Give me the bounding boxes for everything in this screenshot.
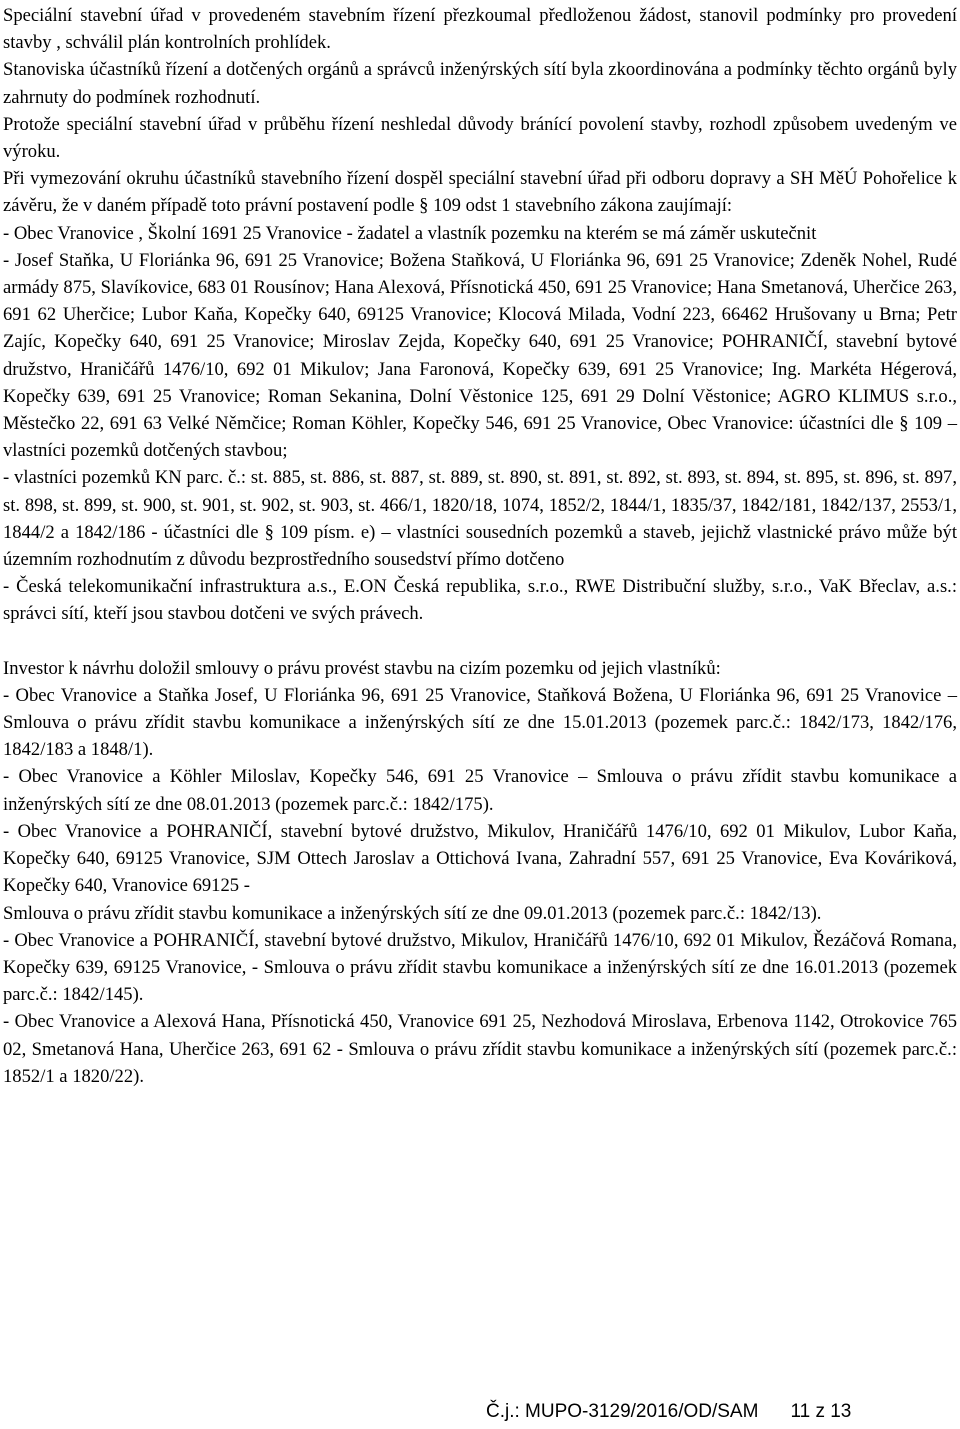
reference-number: Č.j.: MUPO-3129/2016/OD/SAM	[486, 1401, 759, 1422]
page-footer	[486, 1401, 851, 1423]
paragraph-participants-list: - Josef Staňka, U Floriánka 96, 691 25 Vranovice; Božena Staňková, U Floriánka 96, 691 25 Vranovice; Zdeněk Nohel, Rudé armády 875, Slavíkovice, 683 01 Rousínov; Hana Alexová, Přísnotická 450, 691 25 Vranovice; Hana Smetanová, Uherčice 263, 691 62 Uherčice; Lubor Kaňa, Kopečky 640, 69125 Vranovice; Klocová Milada, Vodní 223, 66462 Hrušovany u Brna; Petr Zajíc, Kopečky 640, 691 25 Vranovice; Miroslav Zejda, Kopečky 640, 691 25 Vranovice; POHRANIČÍ, stavební bytové družstvo, Hraničářů 1476/10, 692 01 Mikulov; Jana Faronová, Kopečky 639, 691 25 Vranovice; Ing. Markéta Hégerová, Kopečky 639, 691 25 Vranovice; Roman Sekanina, Dolní Věstonice 125, 691 29 Dolní Věstonice; AGRO KLIMUS s.r.o., Městečko 22, 691 63 Velké Němčice; Roman Köhler, Kopečky 546, 691 25 Vranovice, Obec Vranovice: účastníci dle § 109 – vlastníci pozemků dotčených stavbou;	[3, 249, 957, 462]
paragraph-gap	[3, 628, 957, 655]
paragraph-contract-pohranici-2: - Obec Vranovice a POHRANIČÍ, stavební bytové družstvo, Mikulov, Hraničářů 1476/10, 692 01 Mikulov, Řezáčová Romana, Kopečky 639, 69125 Vranovice, - Smlouva o právu zřídit stavbu komunikace a inženýrských sítí ze dne 16.01.2013 (pozemek parc.č.: 1842/145).	[3, 929, 957, 1006]
paragraph-contract-pohranici-1-cont: Smlouva o právu zřídit stavbu komunikace a inženýrských sítí ze dne 09.01.2013 (pozemek parc.č.: 1842/13).	[3, 902, 822, 924]
paragraph-neighbouring-owners: - vlastníci pozemků KN parc. č.: st. 885, st. 886, st. 887, st. 889, st. 890, st. 891, st. 892, st. 893, st. 894, st. 895, st. 896, st. 897, st. 898, st. 899, st. 900, st. 901, st. 902, st. 903, st. 466/1, 1820/18, 1074, 1852/2, 1844/1, 1835/37, 1842/181, 1842/137, 2553/1, 1844/2 a 1842/186 - účastníci dle § 109 písm. e) – vlastníci sousedních pozemků a staveb, jejichž vlastnické právo může být územním rozhodnutím z důvodu bezprostředního sousedství přímo dotčeno	[3, 467, 957, 571]
paragraph-investor-intro: Investor k návrhu doložil smlouvy o právu provést stavbu na cizím pozemku od jejich vlastníků:	[3, 657, 721, 679]
paragraph-contract-pohranici-1: - Obec Vranovice a POHRANIČÍ, stavební bytové družstvo, Mikulov, Hraničářů 1476/10, 692 01 Mikulov, Lubor Kaňa, Kopečky 640, 69125 Vranovice, SJM Ottech Jaroslav a Ottichová Ivana, Zahradní 557, 691 25 Vranovice, Eva Kováriková, Kopečky 640, Vranovice 69125 -	[3, 820, 957, 897]
paragraph-participants-intro: Při vymezování okruhu účastníků stavebního řízení dospěl speciální stavební úřad při odboru dopravy a SH MěÚ Pohořelice k závěru, že v daném případě toto právní postavení podle § 109 odst 1 stavebního zákona zaujímají:	[3, 168, 957, 217]
paragraph-review-summary: Speciální stavební úřad v provedeném stavebním řízení přezkoumal předloženou žádost, stanovil podmínky pro provedení stavby , schválil plán kontrolních prohlídek.	[3, 5, 957, 54]
paragraph-contract-alexova: - Obec Vranovice a Alexová Hana, Přísnotická 450, Vranovice 691 25, Nezhodová Miroslava, Erbenova 1142, Otrokovice 765 02, Smetanová Hana, Uherčice 263, 691 62 - Smlouva o právu zřídit stavbu komunikace a inženýrských sítí (pozemek parc.č.: 1852/1 a 1820/22).	[3, 1011, 957, 1087]
page-number: 11 z 13	[790, 1401, 852, 1422]
paragraph-contract-stanka: - Obec Vranovice a Staňka Josef, U Floriánka 96, 691 25 Vranovice, Staňková Božena, U Floriánka 96, 691 25 Vranovice – Smlouva o právu zřídit stavbu komunikace a inženýrských sítí ze dne 15.01.2013 (pozemek parc.č.: 1842/173, 1842/176, 1842/183 a 1848/1).	[3, 684, 957, 761]
paragraph-network-operators: - Česká telekomunikační infrastruktura a.s., E.ON Česká republika, s.r.o., RWE Distribuční služby, s.r.o., VaK Břeclav, a.s.: správci sítí, kteří jsou stavbou dotčeni ve svých právech.	[3, 576, 957, 625]
paragraph-applicant: - Obec Vranovice , Školní 1691 25 Vranovice - žadatel a vlastník pozemku na kterém se má záměr uskutečnit	[3, 222, 817, 244]
paragraph-contract-kohler: - Obec Vranovice a Köhler Miloslav, Kopečky 546, 691 25 Vranovice – Smlouva o právu zřídit stavbu komunikace a inženýrských sítí ze dne 08.01.2013 (pozemek parc.č.: 1842/175).	[3, 766, 957, 815]
paragraph-coordination: Stanoviska účastníků řízení a dotčených orgánů a správců inženýrských sítí byla zkoordinována a podmínky těchto orgánů byly zahrnuty do podmínek rozhodnutí.	[3, 59, 957, 108]
document-body	[3, 2, 957, 1090]
paragraph-decision-reason: Protože speciální stavební úřad v průběhu řízení neshledal důvody bránící povolení stavby, rozhodl způsobem uvedeným ve výroku.	[3, 113, 957, 163]
